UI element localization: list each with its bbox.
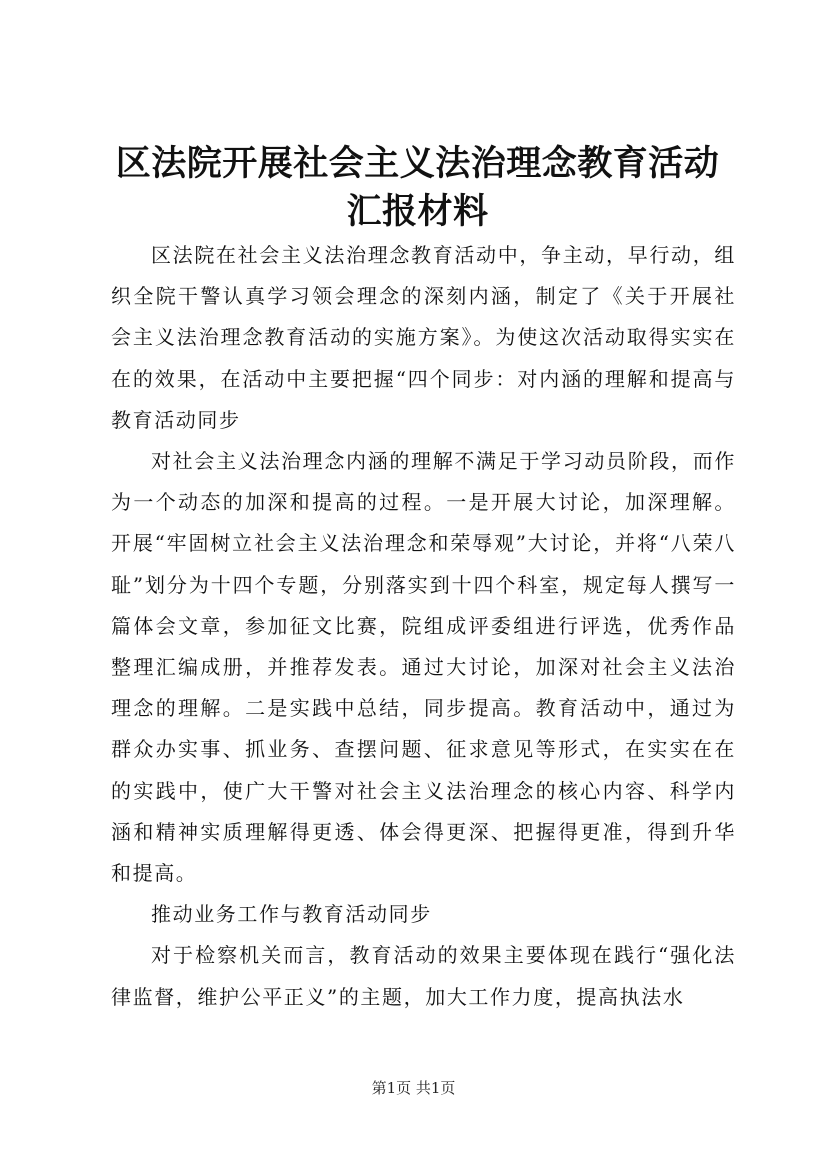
page-footer: 第1页 共1页 xyxy=(371,1079,456,1097)
document-body xyxy=(111,235,736,1018)
paragraph-2: 对社会主义法治理念内涵的理解不满足于学习动员阶段，而作为一个动态的加深和提高的过程。一是开展大讨论，加深理解。开展“牢固树立社会主义法治理念和荣辱观”大讨论，并将“八荣八耻”划分为十四个专题，分别落实到十四个科室，规定每人撰写一篇体会文章，参加征文比赛，院组成评委组进行评选，优秀作品整理汇编成册，并推荐发表。通过大讨论，加深对社会主义法治理念的理解。二是实践中总结，同步提高。教育活动中，通过为群众办实事、抓业务、查摆问题、征求意见等形式，在实实在在的实践中，使广大干警对社会主义法治理念的核心内容、科学内涵和精神实质理解得更透、体会得更深、把握得更准，得到升华和提高。 xyxy=(111,449,736,886)
paragraph-3: 推动业务工作与教育活动同步 xyxy=(151,902,432,927)
paragraph-1: 区法院在社会主义法治理念教育活动中，争主动，早行动，组织全院干警认真学习领会理念的深刻内涵，制定了《关于开展社会主义法治理念教育活动的实施方案》。为使这次活动取得实实在在的效果，在活动中主要把握“四个同步：对内涵的理解和提高与教育活动同步 xyxy=(111,243,736,432)
document-title: 区法院开展社会主义法治理念教育活动汇报材料 xyxy=(115,143,720,232)
paragraph-4: 对于检察机关而言，教育活动的效果主要体现在践行“强化法律监督，维护公平正义”的主题，加大工作力度，提高执法水 xyxy=(111,943,736,1009)
